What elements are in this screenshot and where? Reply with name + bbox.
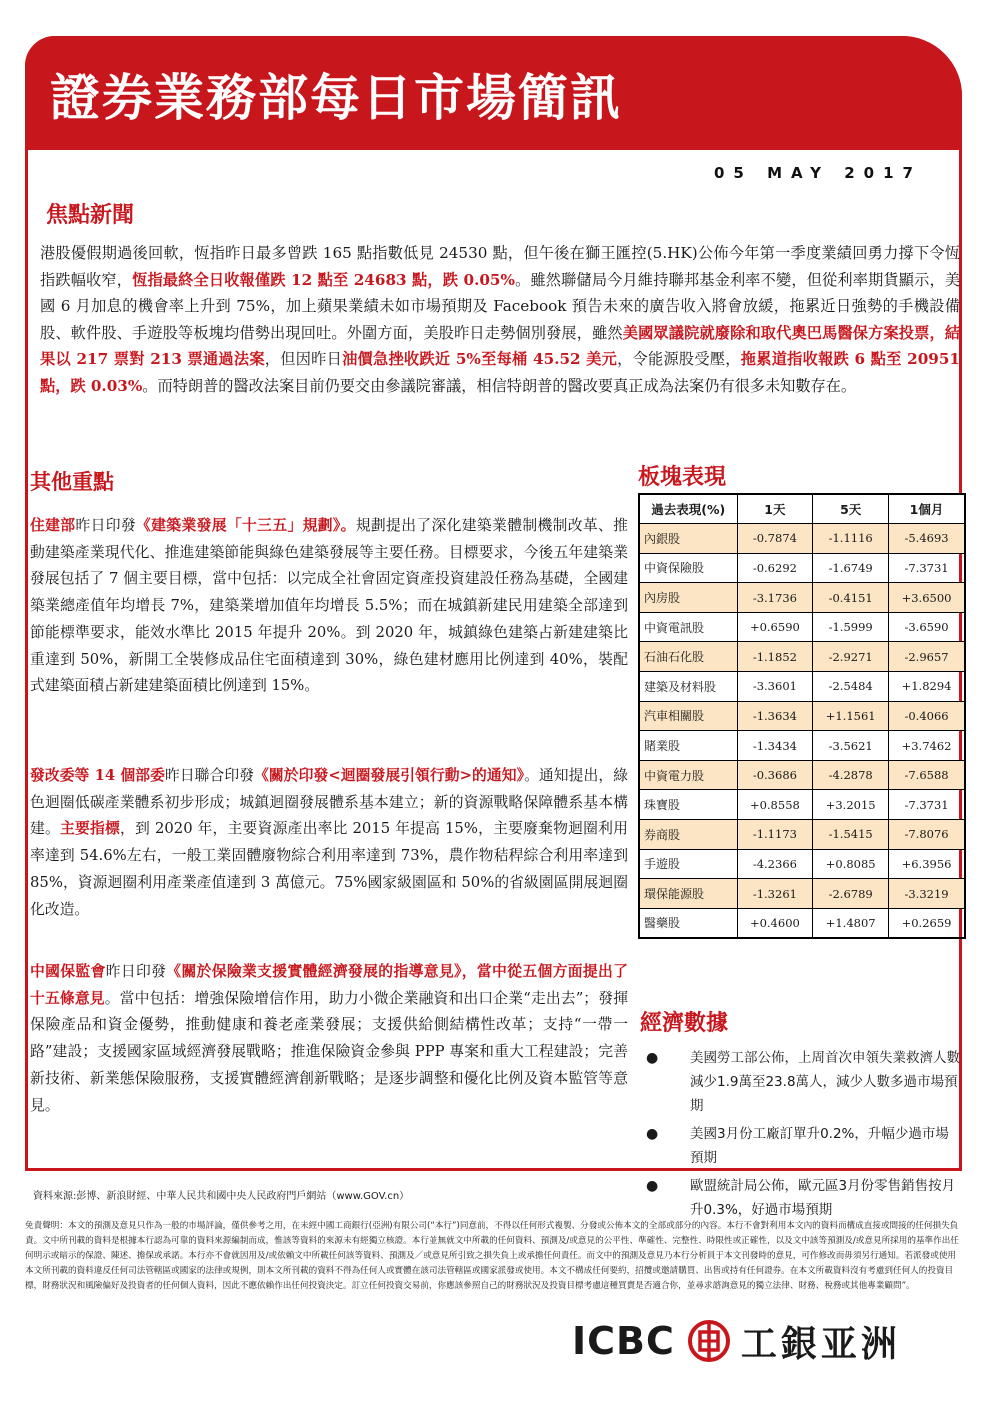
change-1m: -7.3731 (889, 790, 965, 820)
economy-item-text: 美國3月份工廠訂單升0.2%，升幅少過市場預期 (690, 1126, 949, 1166)
other-paragraph-3 (30, 959, 628, 1119)
focus-heading: 焦點新聞 (46, 203, 135, 228)
column-header: 過去表現(%) (639, 494, 737, 524)
body-text: 昨日印發 (105, 963, 167, 980)
highlight-text: 《建築業發展「十三五」規劃》。 (136, 517, 356, 534)
column-header: 1個月 (889, 494, 965, 524)
change-1m: -7.8076 (889, 820, 965, 850)
change-1m: -0.4066 (889, 701, 965, 731)
body-text: ，到 2020 年，主要資源產出率比 2015 年提高 15%，主要廢棄物迴圈利用率達到 54.6%左右，一般工業固體廢物綜合利用率達到 73%，農作物秸稈綜合利用率達到 85%，資源迴圈利用產業產值達到 3 萬億元。75%國家級園區和 50%的省級園區開展迴圈化改造。 (30, 820, 628, 918)
change-5d: +0.8085 (813, 849, 889, 879)
sector-name: 手遊股 (639, 849, 737, 879)
sector-row (639, 701, 965, 731)
economy-heading: 經濟數據 (640, 1011, 729, 1036)
change-1d: -1.1852 (737, 642, 813, 672)
sector-name: 建築及材料股 (639, 672, 737, 702)
change-1d: -0.7874 (737, 524, 813, 554)
economy-item-text: 歐盟統計局公佈，歐元區3月份零售銷售按月升0.3%，好過市場預期 (690, 1178, 956, 1218)
disclaimer: 免責聲明：本文的預測及意見只作為一般的市場評論，僅供參考之用，在未經中國工商銀行(亞洲)有限公司(“本行”)同意前，不得以任何形式複製、分發或公佈本文的全部或部分的內容。本行不會對利用本文內的資料而構成直接或間接的任何損失負責。文中所刊載的資料是根據本行認為可靠的資料來源編制而成，惟該等資料的來源未有經獨立核證。本行並無就文中所載的任何資料、預測及/或意見的公平性、準確性、完整性、時限性或正確性，以及文中該等預測及/或意見所採用的基準作出任何明示或暗示的保證、陳述、擔保或承諾。本行亦不會就因用及/或依賴文中所載任何該等資料、預測及／或意見所引致之損失負上或承擔任何責任。而文中的預測及意見乃本行分析員于本文刊發時的意見，可作修改而毋須另行通知。若派發或使用本文所刊載的資料違反任何司法管轄區或國家的法律或規例，則本文所刊載的資料不得為任何人或實體在該司法管轄區或國家派發或使用。本文不構成任何要約，招攬或邀請購買、出售或持有任何證券。在本文所載資料沒有考慮到任何人的投資目標，財務狀況和風險偏好及投資者的任何個人資料，因此不應依賴作出任何投資決定。訂立任何投資交易前，你應該參照自己的財務狀況及投資目標考慮這種買賣是否適合你，並尋求諮詢意見的獨立法律、財務、稅務或其他專業顧問”。 (25, 1221, 959, 1291)
body-text: 昨日印發 (75, 517, 137, 534)
body-text: 。當中包括：增強保險增信作用，助力小微企業融資和出口企業“走出去”；發揮保險產品和資金優勢，推動健康和養老產業發展；支援供給側結構性改革；支持“一帶一路”建設；支援國家區域經濟發展戰略；推進保險資金參與 PPP 專案和重大工程建設；完善新技術、新業態保險服務，支援實體經濟創新戰略；是逐步調整和優化比例及資本監管等意見。 (30, 989, 628, 1114)
sector-name: 石油石化股 (639, 642, 737, 672)
sector-row (639, 553, 965, 583)
sector-name: 醫藥股 (639, 908, 737, 938)
highlight-text: 恆指最終全日收報僅跌 12 點至 24683 點，跌 0.05% (132, 270, 515, 289)
change-5d: -1.1116 (813, 524, 889, 554)
sector-name: 中資保險股 (639, 553, 737, 583)
change-1d: -1.3434 (737, 731, 813, 761)
change-5d: +1.4807 (813, 908, 889, 938)
highlight-text: 住建部 (30, 517, 76, 534)
economy-item (640, 1122, 960, 1170)
change-5d: -3.5621 (813, 731, 889, 761)
logo-text-zh: 工銀亚洲 (740, 1323, 901, 1365)
icbc-emblem-icon (687, 1319, 731, 1363)
change-1d: -1.1173 (737, 820, 813, 850)
sector-name: 環保能源股 (639, 879, 737, 909)
logo-text-en: ICBC (572, 1319, 675, 1363)
sector-name: 中資電力股 (639, 760, 737, 790)
economy-list (640, 1046, 960, 1226)
sector-name: 珠寶股 (639, 790, 737, 820)
sector-heading: 板塊表現 (638, 465, 727, 490)
change-1m: -3.6590 (889, 612, 965, 642)
sector-name: 內房股 (639, 583, 737, 613)
other-paragraph-1 (30, 513, 628, 700)
change-5d: -1.5999 (813, 612, 889, 642)
change-1m: +1.8294 (889, 672, 965, 702)
body-text: 。而特朗普的醫改法案目前仍要交由參議院審議，相信特朗普的醫改要真正成為法案仍有很多未知數存在。 (142, 376, 857, 395)
sector-table-wrap (638, 493, 966, 939)
economy-item-text: 美國勞工部公佈，上周首次申領失業救濟人數減少1.9萬至23.8萬人，減少人數多過市場預期 (690, 1050, 960, 1114)
body-text: 。雖然聯儲局今月維持聯邦基金利率不變，但從利率期貨顯示，美國 6 月加息的機會率上升到 75%，加上蘋果業績未如市場預期及 Facebook 預告未來的廣告收入將會放緩，拖累近日強勢的手機設備股、軟件股、手遊股等板塊均借勢出現回吐。外圍方面，美股昨日走勢個別發展，雖然 (40, 270, 961, 342)
change-1d: -3.1736 (737, 583, 813, 613)
economy-item (640, 1174, 960, 1222)
change-1m: +6.3956 (889, 849, 965, 879)
body-text: ，但因昨日 (264, 350, 343, 368)
change-1d: +0.8558 (737, 790, 813, 820)
body-text: 。通知提出，綠色迴圈低碳產業體系初步形成；城鎮迴圈發展體系基本建立；新的資源戰略保障體系基本構建。 (30, 767, 628, 838)
report-date: 05 MAY 2017 (713, 164, 922, 182)
change-1m: +3.6500 (889, 583, 965, 613)
sector-table (638, 493, 966, 939)
change-5d: -2.9271 (813, 642, 889, 672)
bullet-icon: ● (646, 1178, 659, 1194)
change-1m: -5.4693 (889, 524, 965, 554)
change-1d: -1.3634 (737, 701, 813, 731)
change-5d: -4.2878 (813, 760, 889, 790)
body-text: 昨日聯合印發 (164, 767, 255, 784)
highlight-text: 拖累道指收報跌 6 點至 20951 點，跌 0.03% (40, 350, 960, 395)
sector-row (639, 790, 965, 820)
sector-row (639, 760, 965, 790)
change-1d: -0.6292 (737, 553, 813, 583)
highlight-text: 中國保監會 (30, 963, 106, 980)
change-1m: -2.9657 (889, 642, 965, 672)
sector-row (639, 849, 965, 879)
sector-row (639, 731, 965, 761)
body-text: 港股優假期過後回軟，恆指昨日最多曾跌 165 點指數低見 24530 點，但午後在獅王匯控(5.HK)公佈今年第一季度業績回勇力撐下令恆指跌幅收窄， (40, 244, 960, 289)
sector-row (639, 820, 965, 850)
sector-row (639, 642, 965, 672)
highlight-text: 美國眾議院就廢除和取代奧巴馬醫保方案投票，結果以 217 票對 213 票通過法案 (40, 323, 961, 368)
change-1d: +0.6590 (737, 612, 813, 642)
change-1d: -1.3261 (737, 879, 813, 909)
sector-row (639, 908, 965, 938)
highlight-text: 主要指標 (60, 820, 121, 838)
change-5d: -0.4151 (813, 583, 889, 613)
sector-row (639, 879, 965, 909)
change-5d: +1.1561 (813, 701, 889, 731)
sector-row (639, 583, 965, 613)
column-header: 5天 (813, 494, 889, 524)
body-text: ，令能源股受壓， (617, 350, 741, 368)
sector-row (639, 612, 965, 642)
focus-paragraph (40, 240, 960, 399)
page-title: 證券業務部每日市場簡訊 (50, 69, 622, 127)
highlight-text: 發改委等 14 個部委 (30, 767, 165, 784)
column-header: 1天 (737, 494, 813, 524)
economy-item (640, 1046, 960, 1118)
change-1d: +0.4600 (737, 908, 813, 938)
highlight-text: 《關於印發<迴圈發展引領行動>的通知》 (254, 767, 525, 784)
source-note: 資料來源:彭博、新浪財經、中華人民共和國中央人民政府門戶網站（www.GOV.cn） (33, 1191, 410, 1202)
change-1d: -4.2366 (737, 849, 813, 879)
sector-row (639, 524, 965, 554)
sector-name: 內銀股 (639, 524, 737, 554)
change-1m: -3.3219 (889, 879, 965, 909)
sector-name: 賭業股 (639, 731, 737, 761)
sector-name: 中資電訊股 (639, 612, 737, 642)
change-5d: -2.5484 (813, 672, 889, 702)
body-text: 規劃提出了深化建築業體制機制改革、推動建築產業現代化、推進建築節能與綠色建築發展等主要任務。目標要求，今後五年建築業發展包括了 7 個主要目標，當中包括：以完成全社會固定資產投資建設任務為基礎，全國建築業總產值年均增長 7%，建築業增加值年均增長 5.5%；而在城鎮新建民用建築全部達到節能標準要求，能效水準比 2015 年提升 20%。到 2020 年，城鎮綠色建築占新建建築比重達到 50%，新開工全裝修成品住宅面積達到 30%，綠色建材應用比例達到 40%，裝配式建築面積占新建建築面積比例達到 15%。 (30, 517, 628, 695)
icbc-logo (572, 1318, 901, 1364)
sector-table-header (639, 494, 965, 524)
other-paragraph-2 (30, 763, 628, 923)
change-5d: -2.6789 (813, 879, 889, 909)
bullet-icon: ● (646, 1126, 659, 1142)
highlight-text: 油價急挫收跌近 5%至每桶 45.52 美元 (342, 350, 618, 368)
sector-name: 券商股 (639, 820, 737, 850)
change-1m: -7.3731 (889, 553, 965, 583)
change-1m: -7.6588 (889, 760, 965, 790)
sector-row (639, 672, 965, 702)
change-1d: -0.3686 (737, 760, 813, 790)
change-1m: +3.7462 (889, 731, 965, 761)
change-5d: +3.2015 (813, 790, 889, 820)
change-5d: -1.6749 (813, 553, 889, 583)
change-1m: +0.2659 (889, 908, 965, 938)
change-5d: -1.5415 (813, 820, 889, 850)
change-1d: -3.3601 (737, 672, 813, 702)
bullet-icon: ● (646, 1050, 659, 1066)
other-heading: 其他重點 (30, 470, 114, 494)
highlight-text: 《關於保險業支援實體經濟發展的指導意見》，當中從五個方面提出了十五條意見 (30, 963, 628, 1007)
sector-name: 汽車相關股 (639, 701, 737, 731)
